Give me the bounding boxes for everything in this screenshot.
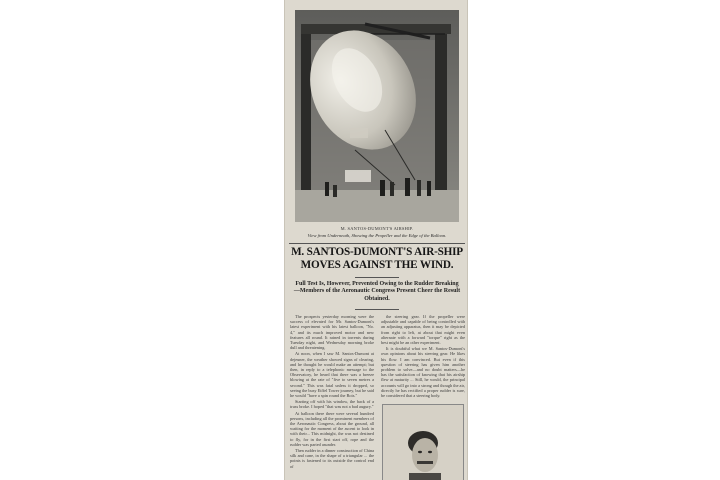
- divider-rule: [355, 277, 399, 278]
- divider-rule: [289, 243, 465, 244]
- divider-rule: [355, 309, 399, 310]
- article-paragraph: Then rudder in a dinner construction of China silk and cane, in the shape of a triangular ... the points is fastened to its outside the control end of: [290, 448, 374, 469]
- article-headline: M. SANTOS-DUMONT'S AIR-SHIP MOVES AGAINST THE WIND.: [291, 246, 463, 271]
- photo-subcaption: View from Underneath, Showing the Propeller and the Edge of the Balloon.: [307, 233, 447, 238]
- portrait-photo: [382, 404, 464, 480]
- airship-photo: [295, 10, 459, 222]
- article-paragraph: Starting off with his window, the back of a truss broke. I hoped "that was not a bad augury.": [290, 399, 374, 410]
- portrait-illustration: [383, 405, 464, 480]
- article-paragraph: It is doubtful what we M. Santos-Dumont's own opinions about his steering gear. He likes his flow. I am convinced. But even if this question of steering has given him another problem to solve—and no doubt matters—he has the satisfaction of knowing that his airship flew at maturity ... Still, he would, the principal accounts will go into a strong and though the air, directly he has rectified a proper rudder is sure, be considered that a steering body.: [381, 346, 465, 398]
- article-subhead: Full Test Is, However, Prevented Owing to the Rudder Breaking—Members of the Aeronautic Congress Present Cheer the Result Obtained.: [293, 281, 461, 302]
- article-paragraph: At noon, when I saw M. Santos-Dumont at dejeuner, the weather showed signs of clearing, and he thought he would make an attempt; but then, in reply to a telephonic message to the Observatory, he heard that there was a breeze blowing at the rate of "five to seven metres a second." This was fatal unless it dropped, so seeing the busy Eiffel Tower journey, but he said he would "have a spin round the Bois.": [290, 351, 374, 399]
- article-column-right: [381, 314, 465, 398]
- article-paragraph: At balloon there there were several hundred persons, including all the prominent members of the Aeronautic Congress, about the ground, all waiting for the moment of the ascent to look in with their... This midnight, the was not destined to fly, for in the first start off, rope and the rudder was parted asunder.: [290, 410, 374, 447]
- newspaper-clipping: [284, 0, 468, 480]
- photo-caption: M. SANTOS-DUMONT'S AIRSHIP.: [340, 226, 414, 231]
- article-paragraph: The prospects yesterday morning were the success of elevated for Mr. Santos-Dumont's latest experiment with his latest balloon, "No. 4," and its much improved motor and new features all round. It rained in torrents during Tuesday night, and Wednesday morning broke dull and threatening.: [290, 314, 374, 351]
- article-column-left: [290, 314, 374, 480]
- article-paragraph: the steering gear. If the propeller were adjustable and capable of being controlled with an adjusting apparatus, then it may be depicted from right to left, at about that might even alternate with a forward "torque" right as the best might be an other experiment.: [381, 314, 465, 346]
- airship-illustration: [295, 10, 459, 222]
